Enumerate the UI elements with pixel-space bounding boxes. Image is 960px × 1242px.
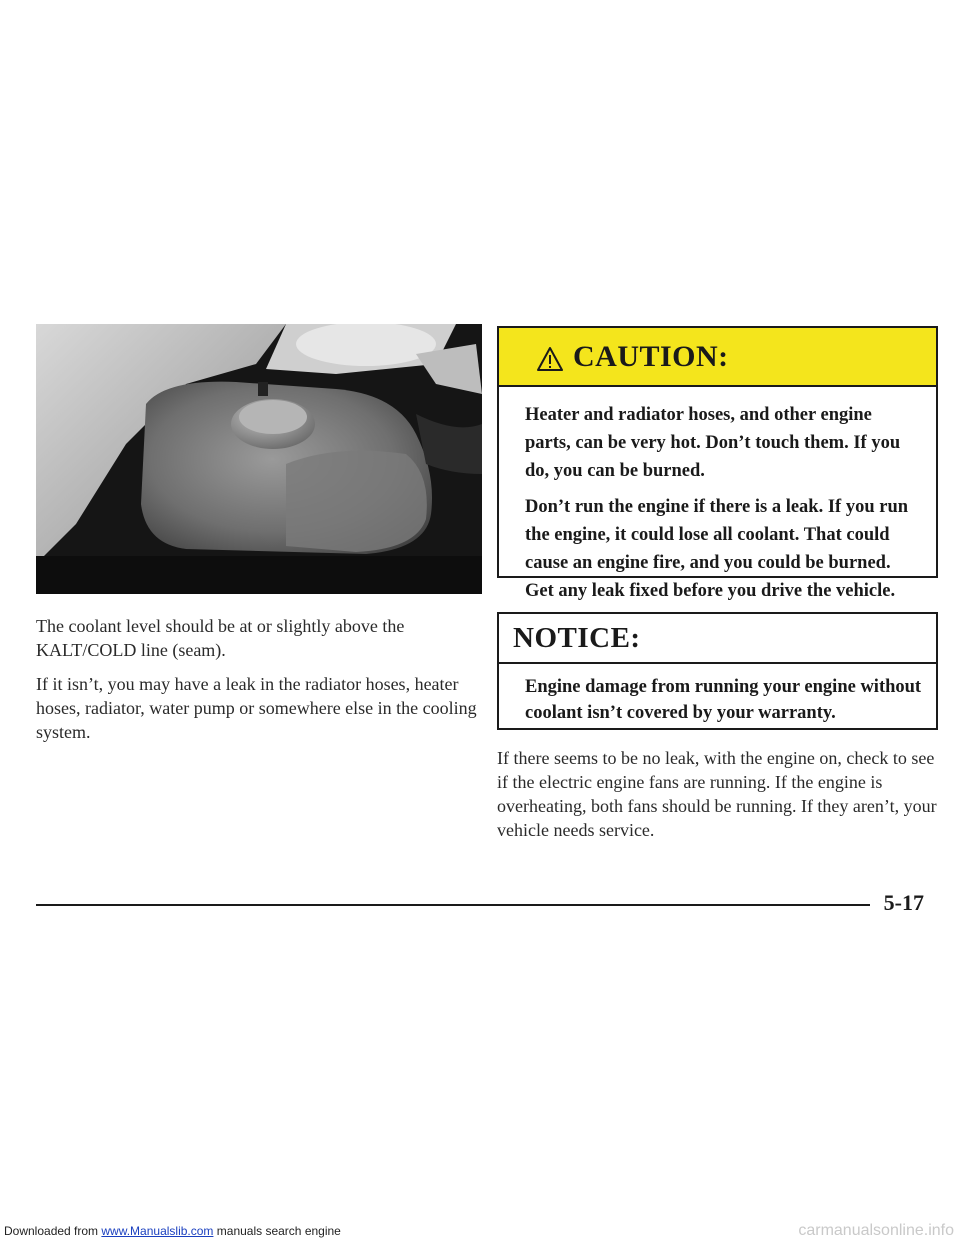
notice-body: Engine damage from running your engine without coolant isn’t covered by your warranty. <box>525 677 922 723</box>
notice-title: NOTICE: <box>513 621 641 654</box>
caution-box <box>497 326 938 601</box>
caution-paragraph: Heater and radiator hoses, and other engine parts, can be very hot. Don’t touch them. If you do, you can be burned. <box>525 405 901 481</box>
download-suffix: manuals search engine <box>213 1224 341 1238</box>
page-number: 5-17 <box>883 890 924 915</box>
body-paragraph: If there seems to be no leak, with the engine on, check to see if the electric engine fans are running. If the engine is overheating, both fans should be running. If they aren’t, your vehicle needs service. <box>497 748 937 840</box>
watermark: carmanualsonline.info <box>798 1222 954 1239</box>
warning-triangle-icon <box>537 346 563 372</box>
download-banner <box>0 1224 341 1238</box>
download-prefix: Downloaded from <box>4 1224 102 1238</box>
notice-box <box>497 612 938 730</box>
caution-title: CAUTION: <box>573 339 729 373</box>
caution-header <box>499 328 936 387</box>
left-column-text <box>36 614 480 754</box>
manualslib-link[interactable]: www.Manualslib.com <box>101 1224 214 1238</box>
body-paragraph: The coolant level should be at or slightly above the KALT/COLD line (seam). <box>36 616 405 660</box>
caution-paragraph: Don’t run the engine if there is a leak. If you run the engine, it could lose all coolant. That could cause an engine fire, and you could be burned. Get any leak fixed before you drive the vehicle. <box>525 497 909 601</box>
coolant-reservoir-photo <box>36 324 482 594</box>
right-column-text <box>497 746 937 852</box>
notice-header <box>499 614 936 664</box>
body-paragraph: If it isn’t, you may have a leak in the radiator hoses, heater hoses, radiator, water pump or somewhere else in the cooling system. <box>36 674 477 742</box>
footer-rule <box>36 904 870 906</box>
caution-body <box>499 387 936 605</box>
